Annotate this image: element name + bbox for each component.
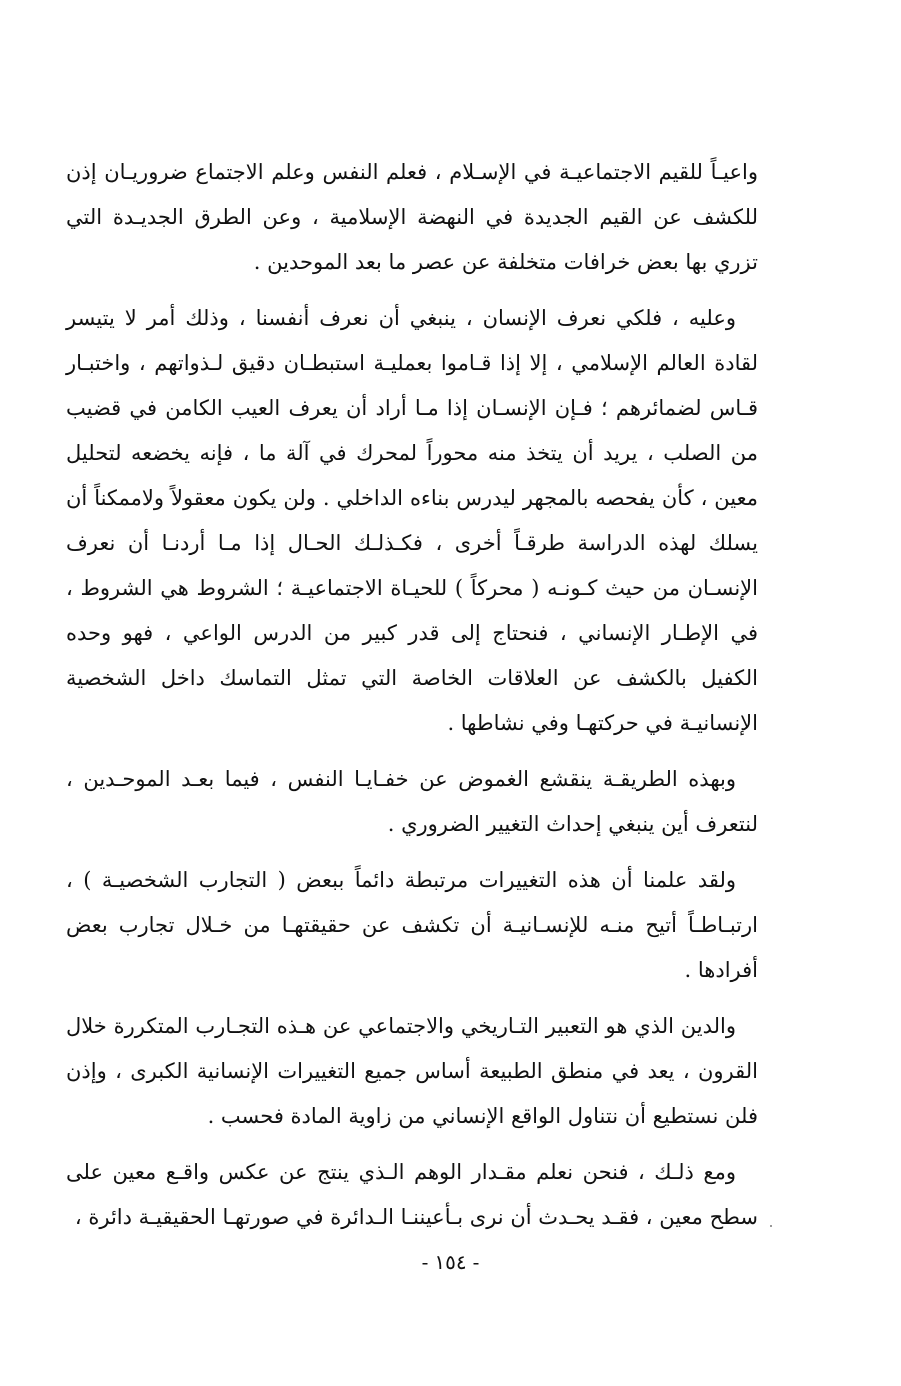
paragraph-1: واعيـاً للقيم الاجتماعيـة في الإسـلام ، فعلم النفس وعلم الاجتماع ضروريـان إذن للكشف عن القيم الجديدة في النهضة الإسلامية ، وعن الطرق الجديـدة التي تزري بها بعض خرافات متخلفة عن عصر ما بعد الموحدين . bbox=[66, 160, 758, 274]
scan-speck bbox=[770, 1225, 772, 1227]
page-number-dash-right: - bbox=[421, 1250, 429, 1274]
paragraph-2: وعليه ، فلكي نعرف الإنسان ، ينبغي أن نعرف أنفسنا ، وذلك أمر لا يتيسر لقادة العالم الإسلامي ، إلا إذا قـاموا بعمليـة استبطـان دقيق لـذواتهم ، واختبـار قـاس لضمائرهم ؛ فـإن الإنسـان إذا مـا أراد أن يعرف العيب الكامن في قضيب من الصلب ، يريد أن يتخذ منه محوراً لمحرك في آلة ما ، فإنه يخضعه لتحليل معين ، كأن يفحصه بالمجهر ليدرس بناءه الداخلي . ولن يكون معقولاً ولاممكناً أن يسلك لهذه الدراسة طرقـاً أخرى ، فكـذلـك الحـال إذا مـا أردنـا أن نعرف الإنسـان من حيث كـونـه ( محركاً ) للحيـاة الاجتماعيـة ؛ الشروط هي الشروط ، في الإطـار الإنساني ، فنحتاج إلى قدر كبير من الدرس الواعي ، فهو وحده الكفيل بالكشف عن العلاقات الخاصة التي تمثل التماسك داخل الشخصية الإنسانيـة في حركتهـا وفي نشاطها . bbox=[66, 306, 758, 735]
page-number-dash-left: - bbox=[472, 1250, 480, 1274]
paragraph-3: وبهذه الطريقـة ينقشع الغموض عن خفـايـا النفس ، فيما بعـد الموحـدين ، لنتعرف أين ينبغي إحداث التغيير الضروري . bbox=[66, 767, 758, 836]
page-number bbox=[0, 1247, 901, 1277]
paragraph-4: ولقد علمنا أن هذه التغييرات مرتبطة دائماً ببعض ( التجارب الشخصيـة ) ، ارتبـاطـاً أتيح منـه للإنسـانيـة أن تكشف عن حقيقتهـا من خـلال تجارب بعض أفرادها . bbox=[66, 868, 758, 982]
paragraph-6: ومع ذلـك ، فنحن نعلم مقـدار الوهم الـذي ينتج عن عكس واقـع معين على سطح معين ، فقـد يحـدث أن نرى بـأعيننـا الـدائرة في صورتهـا الحقيقيـة دائرة ، bbox=[66, 1160, 758, 1229]
paragraph-5: والدين الذي هو التعبير التـاريخي والاجتماعي عن هـذه التجـارب المتكررة خلال القرون ، يعد في منطق الطبيعة أساس جميع التغييرات الإنسانية الكبرى ، وإذن فلن نستطيع أن نتناول الواقع الإنساني من زاوية المادة فحسب . bbox=[66, 1014, 758, 1128]
body-text bbox=[66, 150, 758, 1251]
page-number-value: ١٥٤ bbox=[434, 1250, 467, 1274]
